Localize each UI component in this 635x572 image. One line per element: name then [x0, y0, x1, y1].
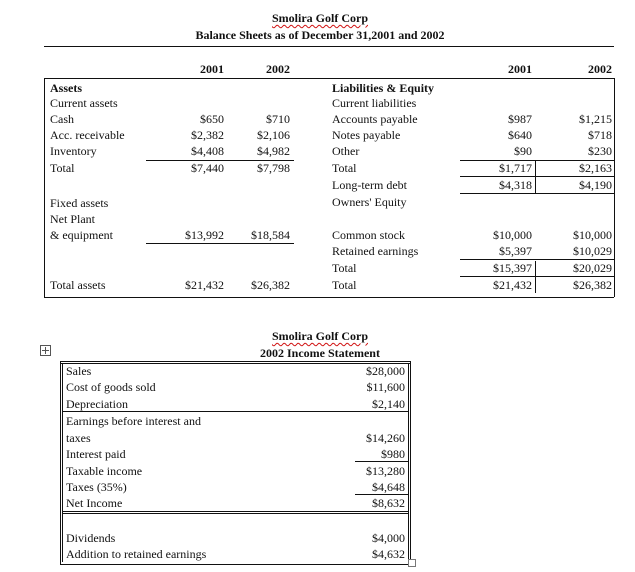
balance-sheet-company [180, 11, 460, 25]
company-name-misspelled: Smolira Golf Corp [272, 11, 368, 25]
assets-year-2002: 2002 [266, 62, 290, 76]
liability-value-2002: $230 [588, 144, 612, 158]
assets-year-2001: 2001 [200, 62, 224, 76]
income-rule-after-interest [355, 461, 408, 462]
equity-label: Retained earnings [332, 244, 419, 258]
income-title: 2002 Income Statement [260, 346, 380, 360]
income-value: $4,000 [372, 531, 405, 545]
income-value: $11,600 [366, 380, 405, 394]
liabilities-heading: Liabilities & Equity [332, 81, 435, 95]
income-rule-after-depreciation [62, 411, 408, 412]
income-rule-after-taxes [355, 494, 408, 495]
frame-right [614, 78, 615, 297]
income-frame-top [60, 361, 410, 362]
equity-label: Total [332, 278, 357, 292]
income-value: $28,000 [366, 364, 405, 378]
income-value: $4,648 [372, 480, 405, 494]
owners-equity-heading: Owners' Equity [332, 195, 407, 209]
liability-value-2001: $987 [508, 112, 532, 126]
liability-value-2001: $1,717 [499, 161, 532, 175]
equity-value-2002: $10,000 [573, 228, 612, 242]
asset-value-2001: $2,382 [191, 128, 224, 142]
total-assets-label: Total assets [50, 278, 106, 292]
income-label: Cost of goods sold [66, 380, 156, 394]
liability-label: Other [332, 144, 360, 158]
income-company-name-misspelled: Smolira Golf Corp [272, 329, 368, 343]
net-plant-label-line1: Net Plant [50, 212, 95, 226]
equity-label: Total [332, 261, 357, 275]
income-label: Addition to retained earnings [66, 547, 207, 561]
equity-label: Common stock [332, 228, 406, 242]
liability-value-2001: $4,318 [499, 178, 532, 192]
equity-value-2001: $5,397 [499, 244, 532, 258]
income-label: Earnings before interest and [66, 414, 201, 428]
income-value: $13,280 [366, 464, 405, 478]
liab-year-2001: 2001 [508, 62, 532, 76]
income-frame-right-inner [408, 363, 409, 562]
asset-value-2001: $4,408 [191, 144, 224, 158]
income-frame-bottom [60, 564, 410, 565]
asset-value-2002: $2,106 [257, 128, 290, 142]
liability-value-2002: $2,163 [579, 161, 612, 175]
asset-label: Inventory [50, 144, 97, 158]
frame-top [44, 78, 614, 79]
equity-value-2002: $20,029 [573, 261, 612, 275]
liab-total-rule [460, 176, 614, 177]
asset-value-2002: $4,982 [257, 144, 290, 158]
net-plant-label-line2: & equipment [50, 228, 113, 242]
liability-value-2002: $1,215 [579, 112, 612, 126]
asset-label: Total [50, 161, 75, 175]
income-value: $14,260 [366, 431, 405, 445]
balance-sheet-title: Balance Sheets as of December 31,2001 and 2002 [195, 28, 445, 42]
income-frame-left [60, 361, 61, 564]
income-rule-after-net-double [62, 513, 408, 514]
income-value: $980 [381, 447, 405, 461]
equity-value-2001: $10,000 [493, 228, 532, 242]
liability-value-2002: $718 [588, 128, 612, 142]
asset-value-2001: $7,440 [191, 161, 224, 175]
income-value: $2,140 [372, 397, 405, 411]
net-plant-2002: $18,584 [251, 228, 290, 242]
income-company [220, 329, 420, 343]
equity-column-divider [535, 261, 536, 293]
liab-column-divider [535, 161, 536, 193]
asset-value-2002: $7,798 [257, 161, 290, 175]
fixed-assets-heading: Fixed assets [50, 196, 109, 210]
income-label: Dividends [66, 531, 116, 545]
income-rule-after-net [62, 511, 408, 512]
income-frame-left-inner [62, 363, 63, 562]
equity-value-2001: $21,432 [493, 278, 532, 292]
liability-value-2002: $4,190 [579, 178, 612, 192]
equity-value-2002: $10,029 [573, 244, 612, 258]
income-value: $8,632 [372, 496, 405, 510]
income-label: Depreciation [66, 397, 128, 411]
asset-label: Acc. receivable [50, 128, 125, 142]
liability-label: Notes payable [332, 128, 401, 142]
total-assets-2001: $21,432 [185, 278, 224, 292]
net-plant-2001: $13,992 [185, 228, 224, 242]
total-assets-2002: $26,382 [251, 278, 290, 292]
liability-label: Total [332, 161, 357, 175]
income-label: Sales [66, 364, 92, 378]
income-label: Interest paid [66, 447, 126, 461]
asset-value-2001: $650 [200, 112, 224, 126]
asset-value-2002: $710 [266, 112, 290, 126]
equity-value-2001: $15,397 [493, 261, 532, 275]
table-resize-handle[interactable] [408, 559, 416, 567]
asset-label: Cash [50, 112, 74, 126]
liab-ltd-rule [460, 193, 614, 194]
income-frame-right [410, 361, 411, 564]
equity-total-rule [460, 276, 614, 277]
current-assets-heading: Current assets [50, 96, 118, 110]
net-plant-rule [146, 243, 294, 244]
current-liabilities-heading: Current liabilities [332, 96, 417, 110]
income-label: taxes [66, 431, 91, 445]
frame-bottom [44, 297, 614, 298]
income-label: Net Income [66, 496, 123, 510]
equity-subtotal-rule [460, 259, 614, 260]
liab-year-2002: 2002 [588, 62, 612, 76]
income-label: Taxes (35%) [66, 480, 127, 494]
table-move-handle-plus-icon[interactable] [40, 345, 51, 356]
assets-heading: Assets [50, 81, 82, 95]
liability-label: Accounts payable [332, 112, 418, 126]
frame-left [44, 78, 45, 297]
liability-value-2001: $90 [514, 144, 532, 158]
income-value: $4,632 [372, 547, 405, 561]
equity-value-2002: $26,382 [573, 278, 612, 292]
liability-value-2001: $640 [508, 128, 532, 142]
income-label: Taxable income [66, 464, 143, 478]
title-rule [44, 46, 614, 47]
liability-label: Long-term debt [332, 178, 407, 192]
